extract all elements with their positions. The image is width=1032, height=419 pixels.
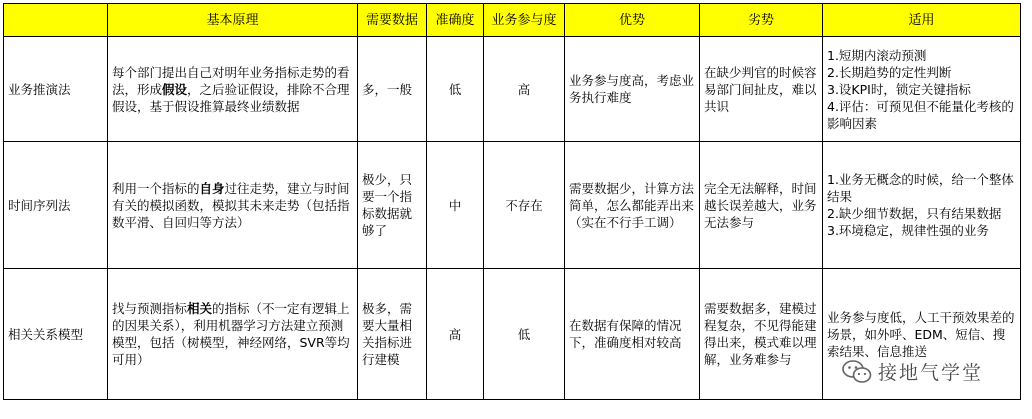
principle-text: 找与预测指标 bbox=[112, 301, 188, 316]
method-cell: 业务推演法 bbox=[4, 37, 108, 142]
watermark-text: 接地气学堂 bbox=[878, 362, 984, 384]
data-needed-cell: 极多，需要大量相关指标进行建模 bbox=[358, 269, 427, 400]
applicable-cell bbox=[823, 142, 1021, 269]
applicable-item: 3.环境稳定，规律性强的业务 bbox=[827, 223, 989, 238]
principle-text: 每个部门提出自己对明年业务指标走势的看法，形成 bbox=[112, 64, 350, 97]
header-cell-advantage: 优势 bbox=[565, 4, 700, 37]
accuracy-cell: 中 bbox=[427, 142, 484, 269]
data-needed-cell: 极少，只要一个指标数据就够了 bbox=[358, 142, 427, 269]
applicable-item: 1.短期内滚动预测 bbox=[827, 47, 927, 63]
header-cell-applicable: 适用 bbox=[823, 4, 1021, 37]
applicable-item: 2.长期趋势的定性判断 bbox=[827, 64, 952, 80]
header-cell-method bbox=[4, 4, 108, 37]
participation-cell: 低 bbox=[484, 269, 565, 400]
watermark bbox=[842, 358, 983, 385]
header-row bbox=[4, 4, 1021, 37]
applicable-item: 3.设KPI时，锁定关键指标 bbox=[827, 81, 971, 97]
principle-text: 过往走势，建立与时间有关的模拟函数，模拟其未来走势（包括指数平滑、自回归等方法） bbox=[112, 180, 350, 230]
advantage-cell: 业务参与度高，考虑业务执行难度 bbox=[565, 37, 700, 142]
advantage-cell: 在数据有保障的情况下，准确度相对较高 bbox=[565, 269, 700, 400]
applicable-cell bbox=[823, 37, 1021, 142]
header-cell-disadvantage: 劣势 bbox=[700, 4, 823, 37]
principle-cell bbox=[108, 142, 358, 269]
wechat-icon bbox=[842, 359, 872, 385]
disadvantage-cell: 完全无法解释，时间越长误差越大，业务无法参与 bbox=[700, 142, 823, 269]
applicable-item: 4.评估：可预见但不能量化考核的影响因素 bbox=[827, 98, 1014, 131]
participation-cell: 不存在 bbox=[484, 142, 565, 269]
accuracy-cell: 低 bbox=[427, 37, 484, 142]
method-cell: 时间序列法 bbox=[4, 142, 108, 269]
data-needed-cell: 多，一般 bbox=[358, 37, 427, 142]
header-cell-participation: 业务参与度 bbox=[484, 4, 565, 37]
principle-text: 利用一个指标的 bbox=[112, 180, 200, 196]
header-cell-accuracy: 准确度 bbox=[427, 4, 484, 37]
applicable-item: 1.业务无概念的时候，给一个整体结果 bbox=[827, 172, 1014, 204]
applicable-item: 2.缺少细节数据，只有结果数据 bbox=[827, 206, 1002, 221]
table-row bbox=[4, 37, 1021, 142]
accuracy-cell: 高 bbox=[427, 269, 484, 400]
header-cell-data-needed: 需要数据 bbox=[358, 4, 427, 37]
principle-text: 的指标（不一定有逻辑上的因果关系），利用机器学习方法建立预测模型，包括（树模型，神经网络，SVR等均可用） bbox=[112, 301, 350, 367]
header-cell-principle: 基本原理 bbox=[108, 4, 358, 37]
comparison-table bbox=[3, 3, 1021, 400]
principle-cell bbox=[108, 269, 358, 400]
table-row bbox=[4, 142, 1021, 269]
disadvantage-cell: 在缺少判官的时候容易部门间扯皮，难以共识 bbox=[700, 37, 823, 142]
principle-keyword: 相关 bbox=[187, 301, 213, 316]
advantage-cell: 需要数据少，计算方法简单，怎么都能弄出来（实在不行手工调） bbox=[565, 142, 700, 269]
disadvantage-cell: 需要数据多，建模过程复杂，不见得能建得出来，模式难以理解，业务难参与 bbox=[700, 269, 823, 400]
principle-keyword: 自身 bbox=[199, 180, 225, 196]
principle-text: ，之后验证假设，排除不合理假设，基于假设推算最终业绩数据 bbox=[112, 81, 350, 114]
participation-cell: 高 bbox=[484, 37, 565, 142]
applicable-item: 业务参与度低，人工干预效果差的场景，如外呼、EDM、短信、搜索结果、信息推送 bbox=[827, 309, 1015, 359]
principle-keyword: 假设 bbox=[162, 81, 188, 97]
method-cell: 相关关系模型 bbox=[4, 269, 108, 400]
principle-cell bbox=[108, 37, 358, 142]
